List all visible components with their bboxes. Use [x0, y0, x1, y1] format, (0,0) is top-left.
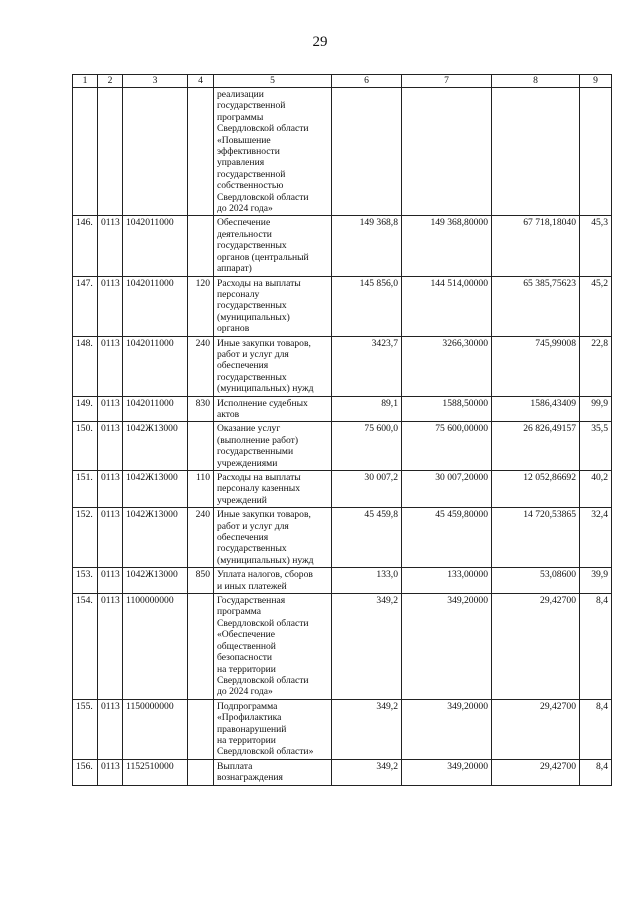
target-article-code: 1150000000 [123, 699, 188, 759]
planned-amount [332, 88, 402, 216]
executed-amount: 67 718,18040 [492, 216, 580, 276]
expense-type-code [188, 759, 214, 785]
execution-percent: 39,9 [580, 568, 612, 594]
item-name [214, 594, 332, 700]
target-article-code: 1042011000 [123, 216, 188, 276]
expense-type-code [188, 88, 214, 216]
expense-type-code: 830 [188, 396, 214, 422]
execution-percent: 45,2 [580, 276, 612, 336]
approved-amount: 149 368,80000 [402, 216, 492, 276]
table-row [73, 336, 612, 396]
budget-table [72, 74, 612, 786]
target-article-code: 1042Ж13000 [123, 422, 188, 471]
header-col-8: 8 [492, 75, 580, 88]
table-body [73, 88, 612, 786]
item-name [214, 216, 332, 276]
header-col-9: 9 [580, 75, 612, 88]
section-code: 0113 [98, 336, 123, 396]
approved-amount: 45 459,80000 [402, 508, 492, 568]
expense-type-code: 110 [188, 471, 214, 508]
approved-amount: 349,20000 [402, 594, 492, 700]
section-code: 0113 [98, 759, 123, 785]
target-article-code [123, 88, 188, 216]
expense-type-code: 850 [188, 568, 214, 594]
expense-type-code: 240 [188, 336, 214, 396]
approved-amount: 144 514,00000 [402, 276, 492, 336]
header-col-2: 2 [98, 75, 123, 88]
row-number: 147. [73, 276, 98, 336]
header-col-3: 3 [123, 75, 188, 88]
approved-amount: 349,20000 [402, 699, 492, 759]
row-number: 154. [73, 594, 98, 700]
section-code: 0113 [98, 568, 123, 594]
item-name-text: Государственная программа Свердловской области «Обеспечение общественной безопасности на территории Свердловской области до 2024 года» [217, 595, 309, 698]
target-article-code: 1042Ж13000 [123, 568, 188, 594]
target-article-code: 1042011000 [123, 336, 188, 396]
target-article-code: 1042Ж13000 [123, 471, 188, 508]
executed-amount: 53,08600 [492, 568, 580, 594]
section-code: 0113 [98, 699, 123, 759]
item-name [214, 336, 332, 396]
row-number: 153. [73, 568, 98, 594]
row-number: 150. [73, 422, 98, 471]
approved-amount: 133,00000 [402, 568, 492, 594]
item-name [214, 699, 332, 759]
target-article-code: 1100000000 [123, 594, 188, 700]
row-number: 156. [73, 759, 98, 785]
execution-percent: 8,4 [580, 759, 612, 785]
approved-amount: 3266,30000 [402, 336, 492, 396]
section-code [98, 88, 123, 216]
item-name-text: Выплата вознаграждения [217, 760, 283, 784]
page-number: 29 [312, 34, 328, 50]
execution-percent: 45,3 [580, 216, 612, 276]
item-name-text: реализации государственной программы Свердловской области «Повышение эффективности управления государственной собственностью Свердловской области до 2024 года» [217, 89, 309, 215]
item-name [214, 88, 332, 216]
expense-type-code [188, 594, 214, 700]
header-col-7: 7 [402, 75, 492, 88]
item-name [214, 276, 332, 336]
table-row [73, 216, 612, 276]
approved-amount: 75 600,00000 [402, 422, 492, 471]
execution-percent: 99,9 [580, 396, 612, 422]
target-article-code: 1042011000 [123, 396, 188, 422]
row-number: 151. [73, 471, 98, 508]
item-name [214, 568, 332, 594]
row-number: 149. [73, 396, 98, 422]
expense-type-code: 240 [188, 508, 214, 568]
executed-amount [492, 88, 580, 216]
row-number: 148. [73, 336, 98, 396]
item-name-text: Исполнение судебных актов [217, 397, 308, 420]
table-row [73, 699, 612, 759]
item-name [214, 422, 332, 471]
item-name-text: Расходы на выплаты персоналу государственных (муниципальных) органов [217, 277, 301, 335]
item-name-text: Оказание услуг (выполнение работ) государственными учреждениями [217, 423, 299, 469]
section-code: 0113 [98, 422, 123, 471]
item-name-text: Иные закупки товаров, работ и услуг для обеспечения государственных (муниципальных) нужд [217, 337, 314, 395]
executed-amount: 29,42700 [492, 699, 580, 759]
table-row [73, 594, 612, 700]
table-row [73, 88, 612, 216]
planned-amount: 133,0 [332, 568, 402, 594]
item-name [214, 759, 332, 785]
header-col-4: 4 [188, 75, 214, 88]
planned-amount: 89,1 [332, 396, 402, 422]
item-name-text: Иные закупки товаров, работ и услуг для обеспечения государственных (муниципальных) нужд [217, 509, 314, 566]
planned-amount: 145 856,0 [332, 276, 402, 336]
header-row [73, 75, 612, 88]
table-row [73, 422, 612, 471]
execution-percent: 22,8 [580, 336, 612, 396]
execution-percent [580, 88, 612, 216]
item-name-text: Уплата налогов, сборов и иных платежей [217, 569, 313, 592]
row-number: 155. [73, 699, 98, 759]
target-article-code: 1042011000 [123, 276, 188, 336]
target-article-code: 1042Ж13000 [123, 508, 188, 568]
approved-amount: 1588,50000 [402, 396, 492, 422]
section-code: 0113 [98, 276, 123, 336]
table-row [73, 396, 612, 422]
planned-amount: 45 459,8 [332, 508, 402, 568]
header-col-5: 5 [214, 75, 332, 88]
planned-amount: 149 368,8 [332, 216, 402, 276]
executed-amount: 26 826,49157 [492, 422, 580, 471]
section-code: 0113 [98, 396, 123, 422]
planned-amount: 349,2 [332, 699, 402, 759]
item-name [214, 508, 332, 568]
expense-type-code [188, 422, 214, 471]
expense-type-code [188, 216, 214, 276]
header-col-6: 6 [332, 75, 402, 88]
execution-percent: 8,4 [580, 699, 612, 759]
section-code: 0113 [98, 471, 123, 508]
table-row [73, 508, 612, 568]
executed-amount: 745,99008 [492, 336, 580, 396]
approved-amount [402, 88, 492, 216]
expense-type-code: 120 [188, 276, 214, 336]
table-row [73, 568, 612, 594]
item-name-text: Подпрограмма «Профилактика правонарушений на территории Свердловской области» [217, 700, 314, 758]
section-code: 0113 [98, 216, 123, 276]
executed-amount: 1586,43409 [492, 396, 580, 422]
section-code: 0113 [98, 508, 123, 568]
executed-amount: 65 385,75623 [492, 276, 580, 336]
section-code: 0113 [98, 594, 123, 700]
row-number: 146. [73, 216, 98, 276]
item-name-text: Расходы на выплаты персоналу казенных учреждений [217, 472, 301, 506]
item-name-text: Обеспечение деятельности государственных органов (центральный аппарат) [217, 217, 309, 275]
execution-percent: 8,4 [580, 594, 612, 700]
item-name [214, 396, 332, 422]
planned-amount: 75 600,0 [332, 422, 402, 471]
item-name [214, 471, 332, 508]
executed-amount: 12 052,86692 [492, 471, 580, 508]
planned-amount: 349,2 [332, 759, 402, 785]
row-number: 152. [73, 508, 98, 568]
executed-amount: 14 720,53865 [492, 508, 580, 568]
execution-percent: 32,4 [580, 508, 612, 568]
planned-amount: 349,2 [332, 594, 402, 700]
header-col-1: 1 [73, 75, 98, 88]
execution-percent: 40,2 [580, 471, 612, 508]
planned-amount: 30 007,2 [332, 471, 402, 508]
planned-amount: 3423,7 [332, 336, 402, 396]
table-row [73, 759, 612, 785]
target-article-code: 1152510000 [123, 759, 188, 785]
approved-amount: 30 007,20000 [402, 471, 492, 508]
table-row [73, 276, 612, 336]
row-number [73, 88, 98, 216]
approved-amount: 349,20000 [402, 759, 492, 785]
execution-percent: 35,5 [580, 422, 612, 471]
table-row [73, 471, 612, 508]
expense-type-code [188, 699, 214, 759]
executed-amount: 29,42700 [492, 594, 580, 700]
executed-amount: 29,42700 [492, 759, 580, 785]
